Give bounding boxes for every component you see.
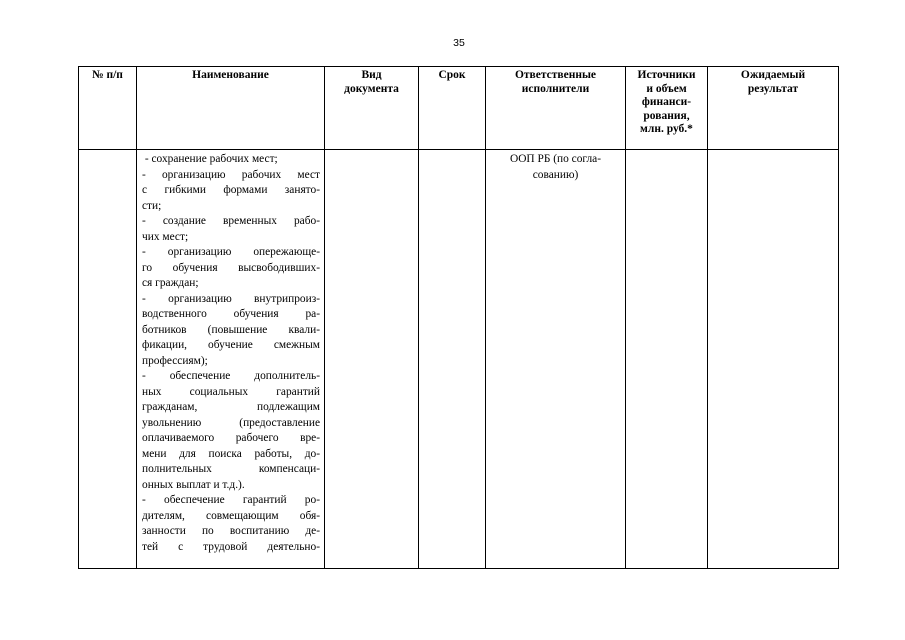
name-line: ся граждан; [142,277,199,289]
header-executors: Ответственные исполнители [486,67,626,150]
cell-doc-type [325,150,419,569]
header-term: Срок [419,67,486,150]
name-line: - сохранение рабочих мест; [142,153,278,165]
name-line: - организацию внутрипроиз- [142,292,320,305]
name-line: го обучения высвободивших- [142,261,320,274]
executors-line: сованию) [532,168,579,181]
name-line: - обеспечение дополнитель- [142,370,320,382]
name-line: онных выплат и т.д.). [142,478,245,491]
name-line: занности по воспитанию де- [142,525,320,537]
page-number: 35 [453,37,465,49]
header-result: Ожидаемый результат [708,67,839,150]
name-line: полнительных компенсаци- [142,463,320,475]
name-line: фикации, обучение смежным [142,339,320,351]
cell-term [419,150,486,569]
name-line: ботников (повышение квали- [142,323,320,336]
cell-num [79,150,137,569]
header-num: № п/п [79,67,137,150]
name-line: тей с трудовой деятельно- [142,540,320,553]
name-line: сти; [142,199,162,212]
header-name: Наименование [137,67,325,150]
table-row [79,150,839,569]
header-sources: Источники и объем финанси- рования, млн. руб.* [626,67,708,150]
name-line: оплачиваемого рабочего вре- [142,432,320,444]
name-line: профессиям); [142,354,208,367]
name-line: - обеспечение гарантий ро- [142,494,320,506]
name-line: - организацию рабочих мест [142,168,320,181]
cell-executors [486,150,626,569]
name-line: - организацию опережающе- [142,246,320,258]
cell-sources [626,150,708,569]
name-line: с гибкими формами занято- [142,184,320,196]
name-line: увольнению (предоставление [142,416,320,429]
plan-table [78,66,839,569]
name-line: дителям, совмещающим обя- [142,509,320,522]
name-line: - создание временных рабо- [142,215,320,227]
name-line: мени для поиска работы, до- [142,447,320,460]
cell-name [137,150,325,569]
header-doc-type: Вид документа [325,67,419,150]
cell-result [708,150,839,569]
name-line: водственного обучения ра- [142,308,320,320]
executors-line: ООП РБ (по согла- [509,153,602,165]
header-row [79,67,839,150]
name-line: ных социальных гарантий [142,385,320,398]
name-line: чих мест; [142,230,189,243]
name-line: гражданам, подлежащим [142,401,320,413]
